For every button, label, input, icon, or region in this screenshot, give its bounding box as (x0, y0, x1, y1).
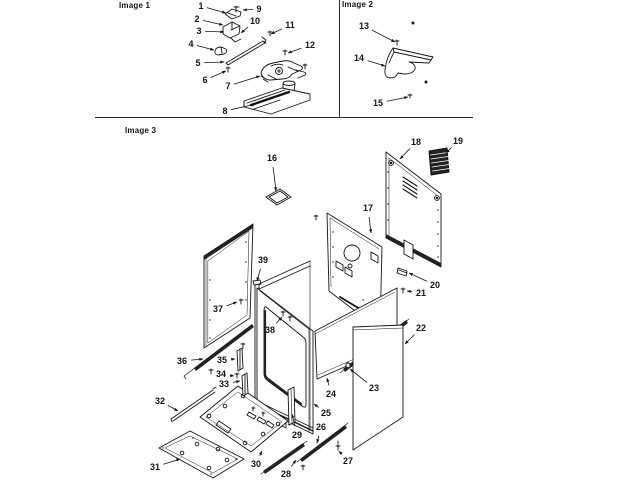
callout-24-leader (327, 378, 329, 385)
callout-19-label: 19 (452, 136, 464, 146)
callout-34-label: 34 (215, 369, 227, 379)
screw-near-part28 (301, 465, 305, 470)
callout-39-label: 39 (257, 255, 269, 265)
callout-10-label: 10 (249, 16, 261, 26)
bracket-part35 (237, 348, 243, 371)
latch-hook-part2-3 (223, 22, 241, 42)
callout-9-leader (243, 9, 253, 10)
callout-22-leader (405, 334, 415, 344)
screw-above-part35 (241, 343, 245, 348)
screw-part21 (401, 288, 405, 293)
callout-26-leader (317, 436, 319, 443)
image3-cabinet-exploded-art (159, 148, 450, 478)
bracket-part29 (288, 387, 295, 425)
image2-bracket-art (385, 22, 433, 98)
callout-36-leader (191, 359, 203, 360)
callout-16-label: 16 (266, 153, 278, 163)
callout-27-label: 27 (342, 456, 354, 466)
section-label-image2: Image 2 (342, 0, 374, 9)
callout-21-leader (407, 291, 412, 292)
callout-17-leader (369, 217, 371, 233)
callout-33-label: 33 (218, 379, 230, 389)
callout-23-label: 23 (368, 383, 380, 393)
callout-22-label: 22 (415, 323, 427, 333)
cap-part4 (215, 47, 227, 55)
callout-15-label: 15 (372, 98, 384, 108)
callout-7-leader (234, 76, 260, 84)
screw-part15 (408, 94, 412, 98)
screw-part6 (226, 67, 230, 72)
callout-8-label: 8 (222, 106, 228, 116)
screw-part12 (283, 50, 287, 55)
callout-34-leader (230, 375, 234, 376)
mounting-plate-part8 (244, 88, 310, 114)
callout-25-label: 25 (320, 408, 332, 418)
callout-31-leader (164, 459, 180, 464)
callout-37-label: 37 (212, 304, 224, 314)
screw-dot (425, 81, 427, 83)
callout-39-leader (257, 269, 261, 281)
rod-part5 (226, 37, 266, 65)
callout-27-leader (339, 451, 342, 454)
callout-15-leader (387, 97, 408, 101)
callout-21-label: 21 (415, 288, 427, 298)
callout-32-label: 32 (154, 396, 166, 406)
callout-5-leader (204, 62, 224, 63)
callout-13-leader (372, 30, 395, 42)
callout-28-label: 28 (280, 469, 292, 479)
callout-14-leader (368, 61, 385, 66)
callout-32-leader (168, 405, 178, 411)
callout-17-label: 17 (362, 203, 374, 213)
callout-35-label: 35 (216, 355, 228, 365)
image1-latch-assembly-art (215, 6, 310, 114)
callout-12-label: 12 (304, 40, 316, 50)
callout-18-label: 18 (410, 137, 422, 147)
callout-7-label: 7 (225, 81, 231, 91)
callout-2-label: 2 (194, 14, 200, 24)
callout-31-label: 31 (149, 462, 161, 472)
screw-part27 (336, 441, 340, 450)
clip-part20 (397, 268, 407, 276)
bracket-part14 (385, 48, 433, 78)
callout-2-leader (203, 20, 223, 25)
callout-30-leader (260, 451, 262, 456)
callout-13-label: 13 (358, 21, 370, 31)
callout-30-label: 30 (250, 459, 262, 469)
callout-36-label: 36 (176, 356, 188, 366)
section-label-image1: Image 1 (119, 1, 151, 10)
callout-3-label: 3 (196, 26, 202, 36)
callout-29-label: 29 (291, 430, 303, 440)
screw-part13 (395, 40, 399, 45)
callout-16-leader (273, 167, 276, 191)
callout-38-label: 38 (264, 325, 276, 335)
screw-part34 (209, 369, 213, 374)
plate-part16 (266, 189, 291, 205)
callout-5-label: 5 (195, 58, 201, 68)
callout-3-leader (205, 31, 224, 32)
bracket-part1 (225, 9, 241, 19)
callout-11-label: 11 (285, 20, 295, 30)
callout-9-label: 9 (256, 4, 262, 14)
callout-33-leader (233, 381, 240, 382)
callout-20-leader (409, 273, 427, 281)
callout-1-leader (207, 8, 226, 13)
callout-28-leader (291, 460, 296, 467)
callout-4-leader (197, 46, 214, 50)
screw-target-part34 (235, 373, 239, 378)
callout-11-leader (271, 29, 282, 34)
section-label-image3: Image 3 (125, 126, 157, 135)
callout-20-label: 20 (429, 280, 441, 290)
callout-6-leader (211, 71, 226, 78)
callout-4-label: 4 (188, 39, 194, 49)
callout-24-label: 24 (325, 389, 337, 399)
screw-dot (412, 22, 414, 24)
callout-25-leader (314, 404, 319, 408)
callout-18-leader (400, 149, 410, 159)
callout-1-label: 1 (198, 1, 204, 11)
callout-6-label: 6 (202, 75, 208, 85)
bracket-part33 (242, 373, 248, 396)
callout-12-leader (288, 48, 302, 53)
callout-26-label: 26 (315, 422, 327, 432)
callout-10-leader (241, 27, 248, 33)
callout-14-label: 14 (353, 53, 365, 63)
